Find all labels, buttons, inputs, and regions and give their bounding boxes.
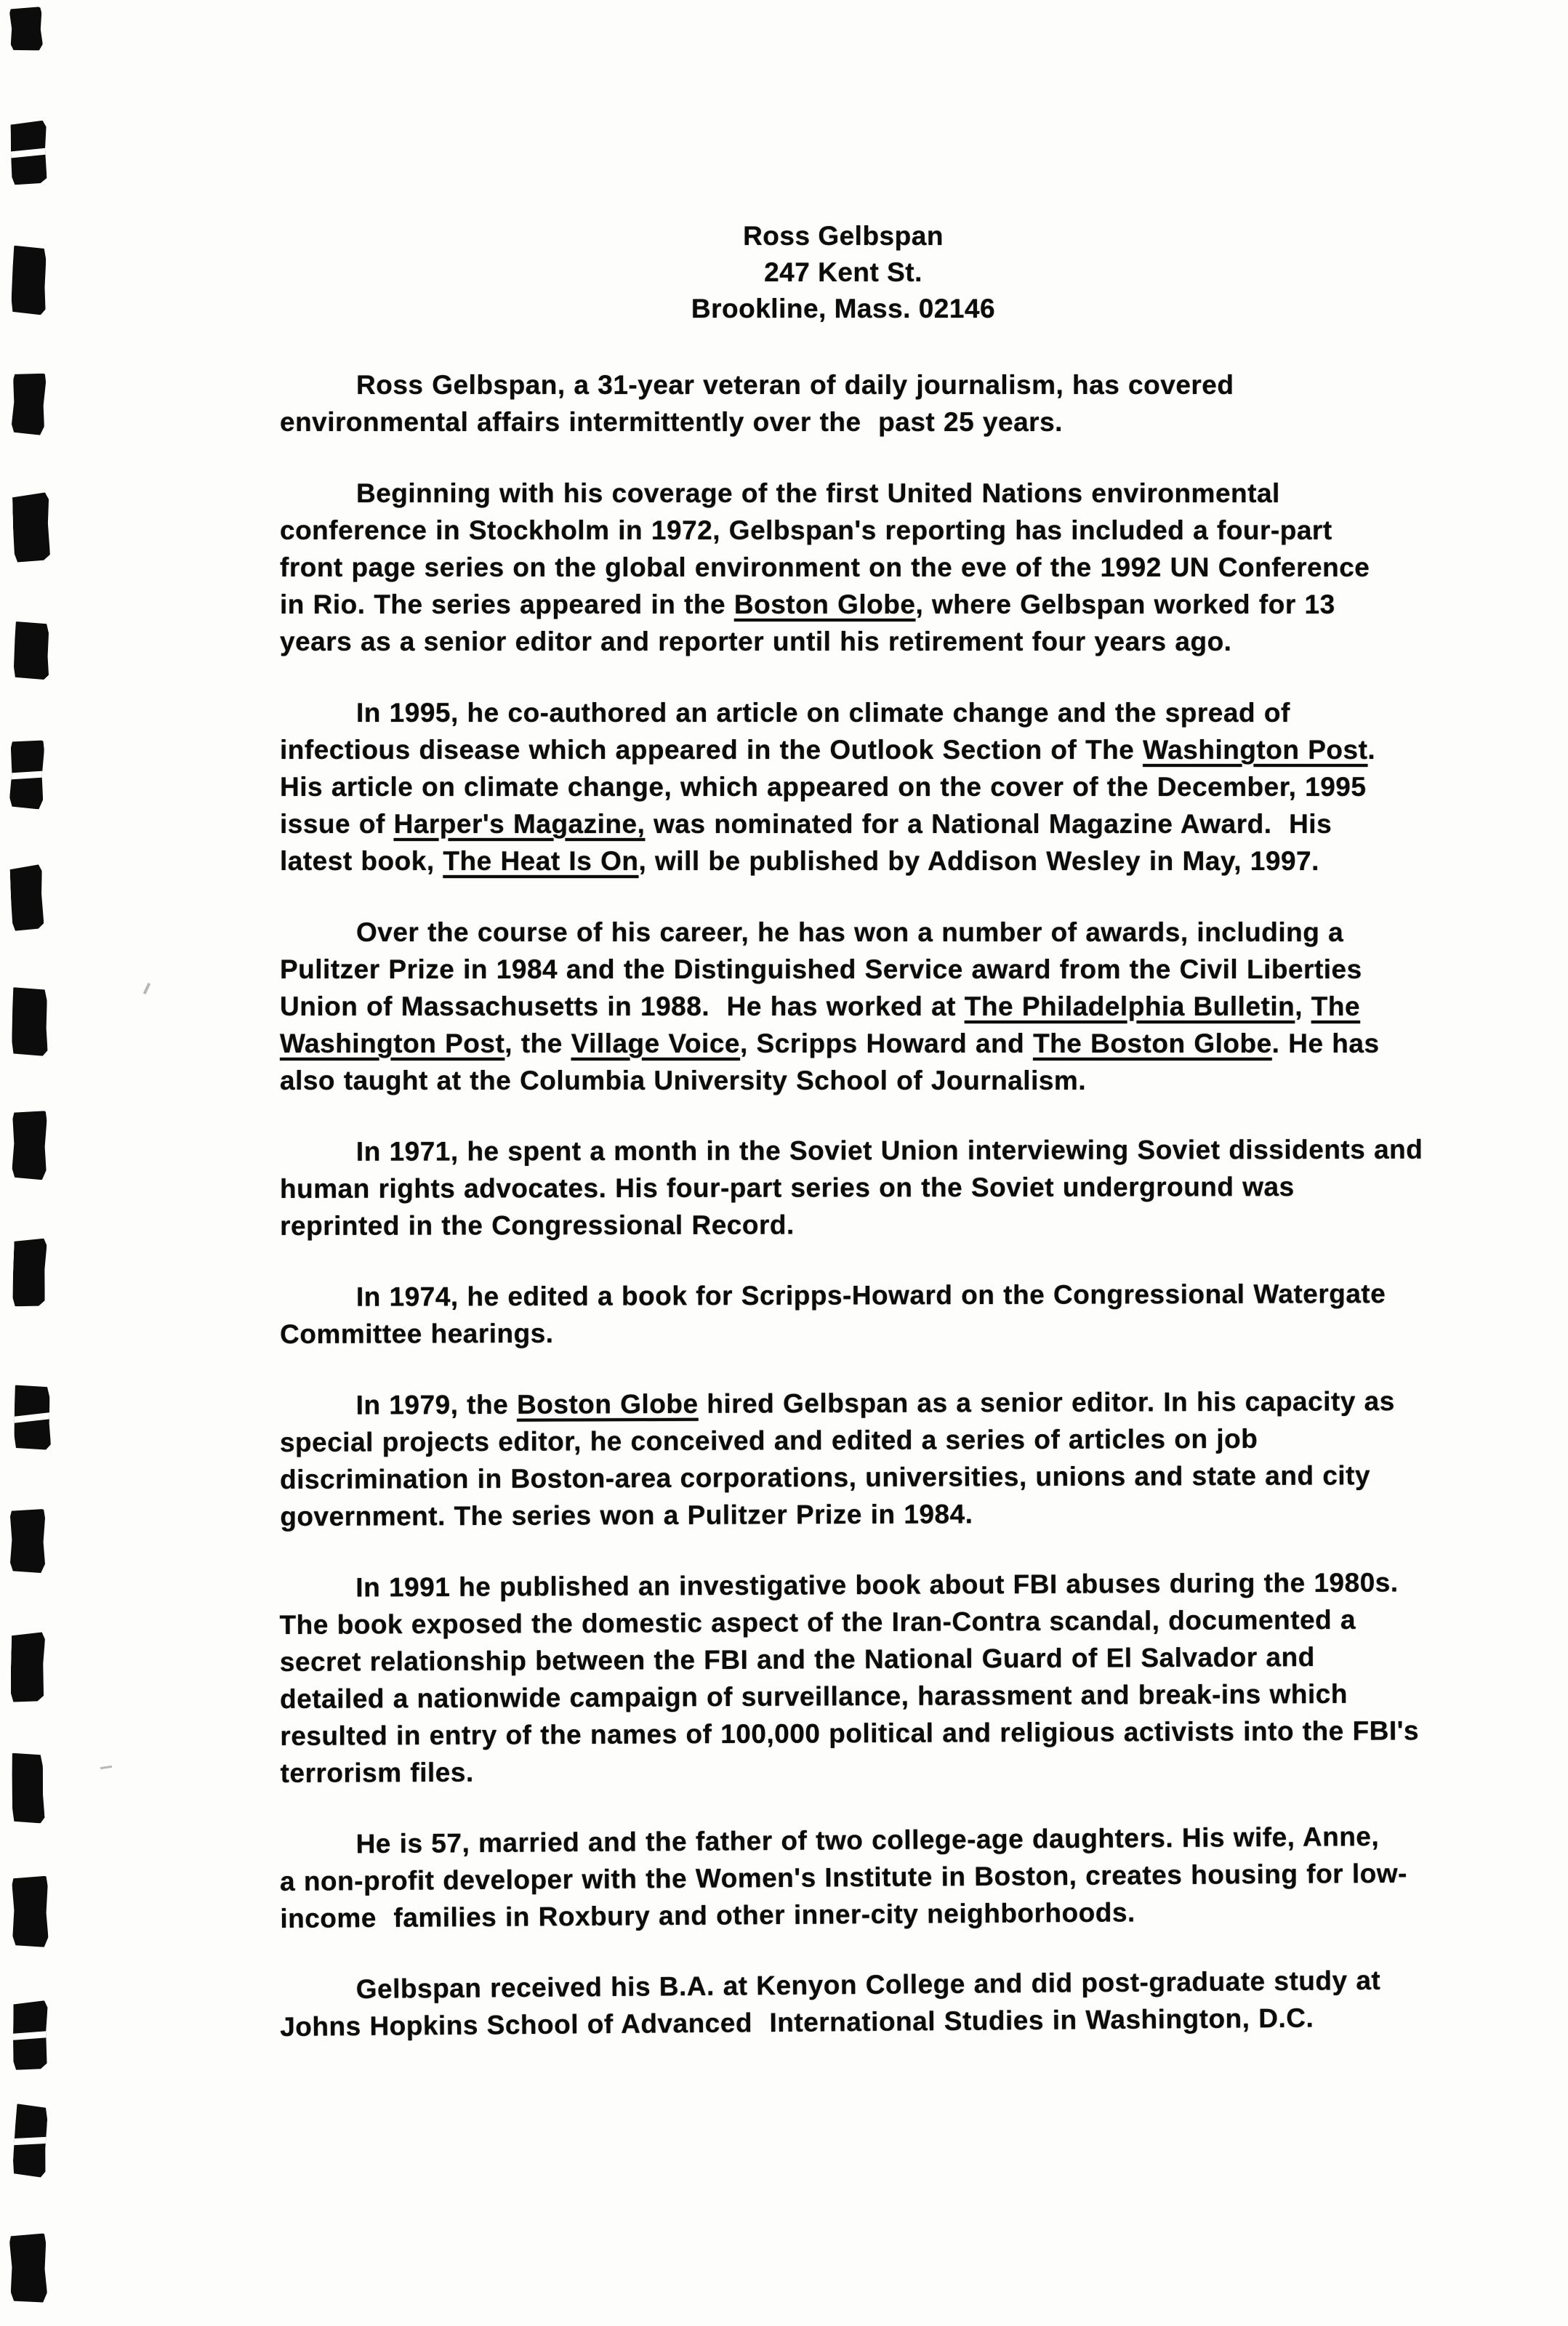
text-line: reprinted in the Congressional Record. <box>280 1210 795 1241</box>
header-city: Brookline, Mass. 02146 <box>691 294 996 323</box>
text-line: years as a senior editor and reporter until his retirement four years ago. <box>280 627 1232 656</box>
binding-mark <box>12 1876 48 1948</box>
binding-mark <box>10 1631 45 1702</box>
binding-marks-column <box>0 0 65 2326</box>
text-line: conference in Stockholm in 1972, Gelbspan's reporting has included a four-part <box>280 515 1332 545</box>
underlined-title: Harper's Magazine, <box>393 809 646 839</box>
text-line: infectious disease which appeared in the Outlook Section of The Washington Post. <box>280 735 1376 765</box>
paragraph <box>279 1817 1487 1937</box>
text-line: resulted in entry of the names of 100,000 political and religious activists into the FBI's <box>280 1715 1420 1751</box>
text-line: In 1974, he edited a book for Scripps-Howard on the Congressional Watergate <box>355 1279 1386 1312</box>
paragraph <box>280 1275 1487 1353</box>
underlined-title: Washington Post <box>1143 735 1368 765</box>
text-line: The book exposed the domestic aspect of the Iran-Contra scandal, documented a <box>279 1604 1356 1641</box>
underlined-title: The Heat Is On <box>443 846 639 876</box>
paragraph <box>280 914 1487 1099</box>
binding-mark <box>13 1384 51 1450</box>
binding-mark <box>12 492 50 562</box>
binding-mark <box>9 864 44 931</box>
binding-mark <box>10 121 47 185</box>
underlined-title: The Philadelphia Bulletin <box>964 991 1295 1021</box>
text-line: latest book, The Heat Is On, will be published by Addison Wesley in May, 1997. <box>280 846 1319 876</box>
underlined-title: Boston Globe <box>516 1388 699 1420</box>
text-line: Committee hearings. <box>280 1318 554 1349</box>
paragraph <box>280 1961 1487 2045</box>
binding-mark <box>14 621 49 680</box>
binding-mark <box>12 2000 47 2071</box>
text-line: Over the course of his career, he has won a number of awards, including a <box>356 917 1344 947</box>
text-line: Ross Gelbspan, a 31-year veteran of daily journalism, has covered <box>356 370 1234 400</box>
text-line: Johns Hopkins School of Advanced International Studies in Washington, D.C. <box>280 2003 1314 2042</box>
text-line: Union of Massachusetts in 1988. He has worked at The Philadelphia Bulletin, The <box>280 991 1361 1021</box>
text-line: special projects editor, he conceived and edited a series of articles on job <box>279 1423 1258 1457</box>
text-line: income families in Roxbury and other inner-city neighborhoods. <box>280 1897 1135 1933</box>
text-line: secret relationship between the FBI and the National Guard of El Salvador and <box>279 1642 1315 1677</box>
text-line: Gelbspan received his B.A. at Kenyon College and did post-graduate study at <box>355 1965 1381 2005</box>
text-line: Washington Post, the Village Voice, Scripps Howard and The Boston Globe. He has <box>280 1029 1380 1058</box>
paragraph <box>279 1564 1487 1792</box>
underlined-title: Boston Globe <box>733 589 916 619</box>
scan-speckle <box>100 1766 112 1769</box>
binding-mark <box>12 1237 47 1308</box>
text-line: In 1979, the Boston Globe hired Gelbspan as a senior editor. In his capacity as <box>355 1386 1395 1420</box>
scan-speckle <box>143 983 150 994</box>
binding-mark <box>9 7 43 52</box>
text-line: issue of Harper's Magazine, was nominated for a National Magazine Award. His <box>280 809 1332 839</box>
text-line: In 1971, he spent a month in the Soviet Union interviewing Soviet dissidents and <box>355 1134 1423 1167</box>
paragraph <box>280 475 1487 660</box>
document-header <box>240 218 1447 327</box>
binding-mark <box>11 245 46 315</box>
text-line: Beginning with his coverage of the first United Nations environmental <box>356 478 1280 508</box>
text-line: Pulitzer Prize in 1984 and the Distinguished Service award from the Civil Liberties <box>280 954 1362 984</box>
binding-mark <box>9 739 44 809</box>
binding-mark <box>11 372 46 435</box>
underlined-title: The <box>1311 991 1361 1021</box>
text-line: detailed a nationwide campaign of surveillance, harassment and break-ins which <box>280 1678 1348 1714</box>
text-line: He is 57, married and the father of two college-age daughters. His wife, Anne, <box>355 1821 1380 1859</box>
text-line: In 1991 he published an investigative book about FBI abuses during the 1980s. <box>355 1567 1399 1603</box>
text-line: His article on climate change, which appeared on the cover of the December, 1995 <box>280 772 1367 802</box>
underlined-title: Washington Post <box>280 1029 505 1058</box>
paragraph <box>280 1383 1487 1535</box>
binding-mark <box>10 1509 45 1573</box>
binding-mark <box>11 986 47 1056</box>
header-name: Ross Gelbspan <box>743 221 944 251</box>
text-line: In 1995, he co-authored an article on climate change and the spread of <box>356 698 1290 728</box>
text-line: environmental affairs intermittently over the past 25 years. <box>280 407 1063 437</box>
text-line: also taught at the Columbia University School of Journalism. <box>280 1066 1087 1095</box>
text-line: in Rio. The series appeared in the Boston Globe, where Gelbspan worked for 13 <box>280 589 1335 619</box>
paragraph <box>280 1131 1487 1244</box>
paragraph <box>280 366 1487 440</box>
text-line: government. The series won a Pulitzer Prize in 1984. <box>280 1499 973 1532</box>
text-line: front page series on the global environment on the eve of the 1992 UN Conference <box>280 552 1370 582</box>
document-body <box>280 366 1487 2080</box>
underlined-title: The Boston Globe <box>1033 1029 1272 1058</box>
text-line: human rights advocates. His four-part series on the Soviet underground was <box>279 1172 1295 1204</box>
binding-mark <box>12 1110 47 1180</box>
text-line: discrimination in Boston-area corporations, universities, unions and state and city <box>280 1460 1371 1494</box>
text-line: terrorism files. <box>280 1757 474 1788</box>
binding-mark <box>9 2233 47 2303</box>
paragraph <box>280 694 1487 880</box>
underlined-title: Village Voice <box>571 1029 740 1058</box>
binding-mark <box>12 2104 48 2178</box>
text-line: a non-profit developer with the Women's Institute in Boston, creates housing for low- <box>279 1858 1408 1896</box>
header-street: 247 Kent St. <box>764 257 922 287</box>
binding-mark <box>10 1752 45 1824</box>
